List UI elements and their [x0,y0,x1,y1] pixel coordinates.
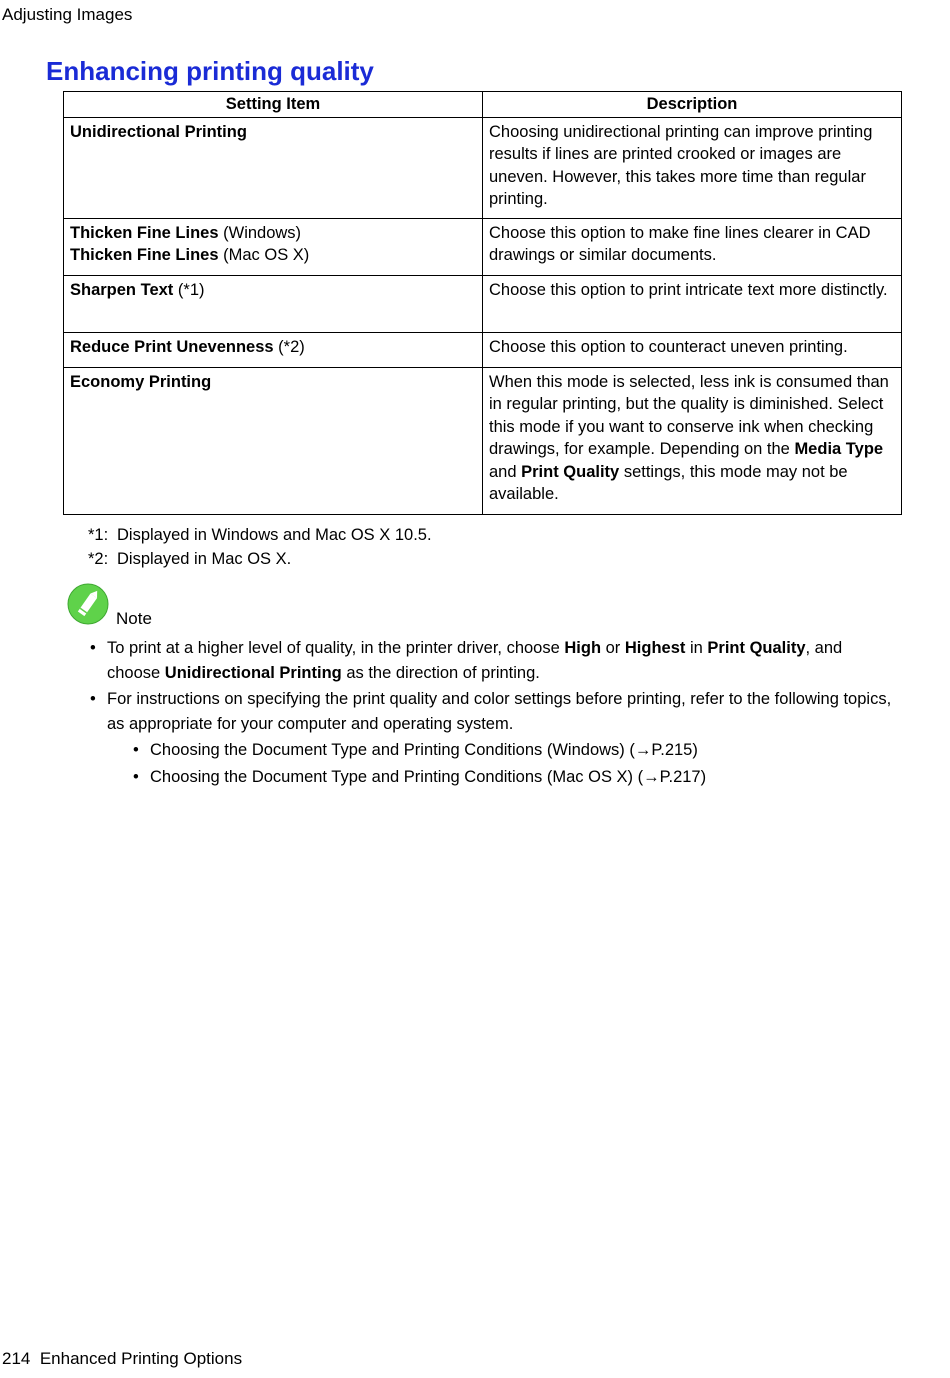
setting-cell [64,332,483,367]
bullet-marker: • [90,639,96,657]
reference-list [133,738,895,790]
setting-name: Economy Printing [70,372,212,391]
footnote-mark: *2: [88,550,109,568]
table-header-row [64,92,902,118]
reference-link-windows[interactable]: Choosing the Document Type and Printing Conditions (Windows) (→P.215) [150,741,698,759]
setting-platform: (Mac OS X) [218,246,310,264]
note-text: For instructions on specifying the print quality and color settings before printing, refer to the following topics, as appropriate for your computer and operating system. [107,690,892,733]
footnote [88,547,432,571]
setting-name: Reduce Print Unevenness [70,337,274,356]
description-cell: Choose this option to make fine lines clearer in CAD drawings or similar documents. [483,218,902,275]
setting-name: Sharpen Text [70,280,174,299]
description-text: When this mode is selected, less ink is consumed than in regular printing, but the quality is diminished. Select this mode if you want to conserve ink when checking drawings, for example. Depending on the [489,372,889,458]
column-header-setting-item: Setting Item [64,92,483,118]
note-text: To print at a higher level of quality, in the printer driver, choose High or Highest in Print Quality, and choose Unidirectional Printing as the direction of printing. [107,639,843,682]
list-item [90,687,895,737]
setting-platform: (Windows) [218,223,302,242]
list-item [133,765,895,790]
column-header-description: Description [483,92,902,118]
setting-footnote-ref: (*2) [273,337,305,356]
footnote-text: Displayed in Mac OS X. [117,550,292,568]
pencil-note-icon [67,583,109,625]
section-title: Enhancing printing quality [46,56,374,86]
setting-cell [64,367,483,514]
setting-name: Unidirectional Printing [70,122,247,141]
list-item [90,636,895,686]
description-emphasis: Print Quality [521,462,620,481]
description-cell [483,367,902,514]
description-cell: Choose this option to counteract uneven printing. [483,332,902,367]
description-cell: Choosing unidirectional printing can improve printing results if lines are printed crooked or images are uneven. However, this takes more time than regular printing. [483,117,902,218]
table-row [64,218,902,275]
table-row [64,117,902,218]
setting-footnote-ref: (*1) [173,280,205,299]
bullet-marker: • [133,768,139,786]
list-item [133,738,895,763]
page-footer [2,1349,242,1369]
note-list [90,636,895,792]
footnote [88,523,432,547]
description-text: and [489,462,522,481]
table-row [64,367,902,514]
note-label: Note [116,609,152,628]
chapter-name: Enhanced Printing Options [39,1349,243,1368]
description-text: settings, this mode may not be available. [489,462,848,503]
table-row [64,275,902,332]
settings-table [63,91,902,515]
reference-link-mac[interactable]: Choosing the Document Type and Printing Conditions (Mac OS X) (→P.217) [150,768,707,786]
page-number: 214 [2,1349,31,1368]
description-emphasis: Media Type [794,440,884,458]
bullet-marker: • [133,741,139,759]
setting-name: Thicken Fine Lines [70,246,219,264]
setting-cell [64,117,483,218]
setting-cell [64,275,483,332]
setting-name: Thicken Fine Lines [70,223,219,242]
setting-cell [64,218,483,275]
footnote-mark: *1: [88,526,109,544]
footnote-text: Displayed in Windows and Mac OS X 10.5. [117,526,432,544]
description-cell: Choose this option to print intricate text more distinctly. [483,275,902,332]
running-header: Adjusting Images [2,5,133,24]
bullet-marker: • [90,690,96,708]
table-row [64,332,902,367]
footnotes [88,523,432,571]
